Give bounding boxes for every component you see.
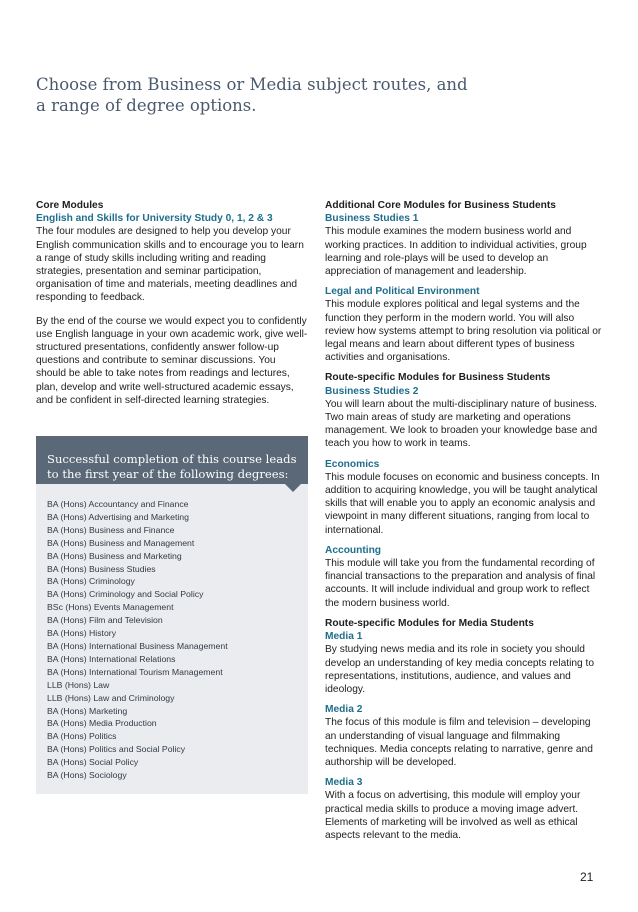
degree-item: LLB (Hons) Law <box>47 679 110 690</box>
degree-item: BA (Hons) Business and Management <box>47 537 195 548</box>
legal-political-title: Legal and Political Environment <box>325 286 480 298</box>
media-1-text: By studying news media and its role in society you should develop an understanding of key media concepts relating to representations, institutions, audience, and values and ideology. <box>325 644 595 695</box>
accounting-title: Accounting <box>325 544 382 556</box>
degree-item: BA (Hons) International Business Management <box>47 640 228 651</box>
media-1-title: Media 1 <box>325 631 363 643</box>
degree-item: BA (Hons) History <box>47 628 117 639</box>
core-modules-heading: Core Modules <box>36 200 104 211</box>
degree-item: BA (Hons) Politics <box>47 731 117 742</box>
degrees-heading: Successful completion of this course leads to the first year of the following degrees: <box>36 436 308 484</box>
business-route-heading: Route-specific Modules for Business Students <box>325 372 551 384</box>
degree-item: BA (Hons) Marketing <box>47 705 128 716</box>
media-2-text: The focus of this module is film and television – developing an understanding of visual language and filmmaking techniques. Media concepts relating to narrative, genre and authorship will be developed. <box>325 717 593 768</box>
economics-title: Economics <box>325 458 380 470</box>
media-route-heading: Route-specific Modules for Media Students <box>325 617 534 629</box>
degree-item: BA (Hons) Business and Finance <box>47 524 175 535</box>
page-headline: Choose from Business or Media subject routes, and a range of degree options. <box>36 75 468 115</box>
heading-pointer <box>285 484 301 492</box>
economics-text: This module focuses on economic and business concepts. In addition to acquiring knowledge, you will be taught analytical skills that will enable you to apply an economic analysis and viewpoint in many different situations, ranging from local to international. <box>325 471 600 536</box>
degree-item: BA (Hons) Film and Television <box>47 615 163 626</box>
degree-item: BA (Hons) Advertising and Marketing <box>47 511 189 522</box>
english-skills-text: The four modules are designed to help you develop your English communication skills and to encourage you to learn a range of study skills including writing and reading strategies, presentation and seminar participation, organisation of time and materials, meeting deadlines and responding to feedback. <box>36 226 304 304</box>
degree-item: LLB (Hons) Law and Criminology <box>47 692 175 703</box>
right-column <box>325 199 603 842</box>
business-core-heading: Additional Core Modules for Business Students <box>325 200 556 211</box>
degree-item: BA (Hons) Media Production <box>47 718 157 729</box>
course-outcome-text: By the end of the course we would expect you to confidently use English language in your own academic work, give well-structured presentations, confidently answer follow-up questions and contribute to seminar discussions. You should be able to take notes from readings and lectures, plan, develop and write well-structured academic essays, and be confident in self-directed learning strategies. <box>36 315 308 406</box>
page-number: 21 <box>580 870 594 884</box>
degree-item: BA (Hons) Criminology <box>47 576 135 587</box>
business-studies-1-text: This module examines the modern business world and working practices. In addition to individual activities, group learning and role-plays will be used to develop an appreciation of management and leadership. <box>325 226 587 278</box>
legal-political-text: This module explores political and legal systems and the function they perform in the modern world. You will also review how systems attempt to bring resolution via political or legal means and learn about different types of business activities and organisations. <box>325 299 602 364</box>
degree-item: BA (Hons) Sociology <box>47 770 127 781</box>
media-3-title: Media 3 <box>325 777 363 789</box>
degree-item: BA (Hons) Business and Marketing <box>47 550 182 561</box>
business-studies-2-title: Business Studies 2 <box>325 385 419 397</box>
business-studies-2-text: You will learn about the multi-disciplinary nature of business. Two main areas of study are marketing and operations management. We look to broaden your knowledge base and teach you how to work in teams. <box>325 398 598 450</box>
degree-item: BA (Hons) Business Studies <box>47 563 156 574</box>
degree-item: BA (Hons) Politics and Social Policy <box>47 744 186 755</box>
degree-item: BSc (Hons) Events Management <box>47 602 174 613</box>
degrees-list <box>47 498 302 782</box>
business-studies-1-title: Business Studies 1 <box>325 213 419 225</box>
media-2-title: Media 2 <box>325 704 363 716</box>
degree-item: BA (Hons) International Tourism Management <box>47 666 223 677</box>
degree-item: BA (Hons) Criminology and Social Policy <box>47 589 204 600</box>
degree-item: BA (Hons) International Relations <box>47 653 176 664</box>
english-skills-title: English and Skills for University Study 0, 1, 2 & 3 <box>36 213 273 225</box>
degree-item: BA (Hons) Accountancy and Finance <box>47 499 189 509</box>
accounting-text: This module will take you from the fundamental recording of financial transactions to the preparation and analysis of final accounts. It will include individual and group work to reflect the modern business world. <box>325 558 596 609</box>
left-column <box>36 199 308 407</box>
degree-item: BA (Hons) Social Policy <box>47 757 139 768</box>
media-3-text: With a focus on advertising, this module will employ your practical media skills to produce a moving image advert. Elements of marketing will be involved as well as ethical aspects relevant to the media. <box>325 790 581 841</box>
